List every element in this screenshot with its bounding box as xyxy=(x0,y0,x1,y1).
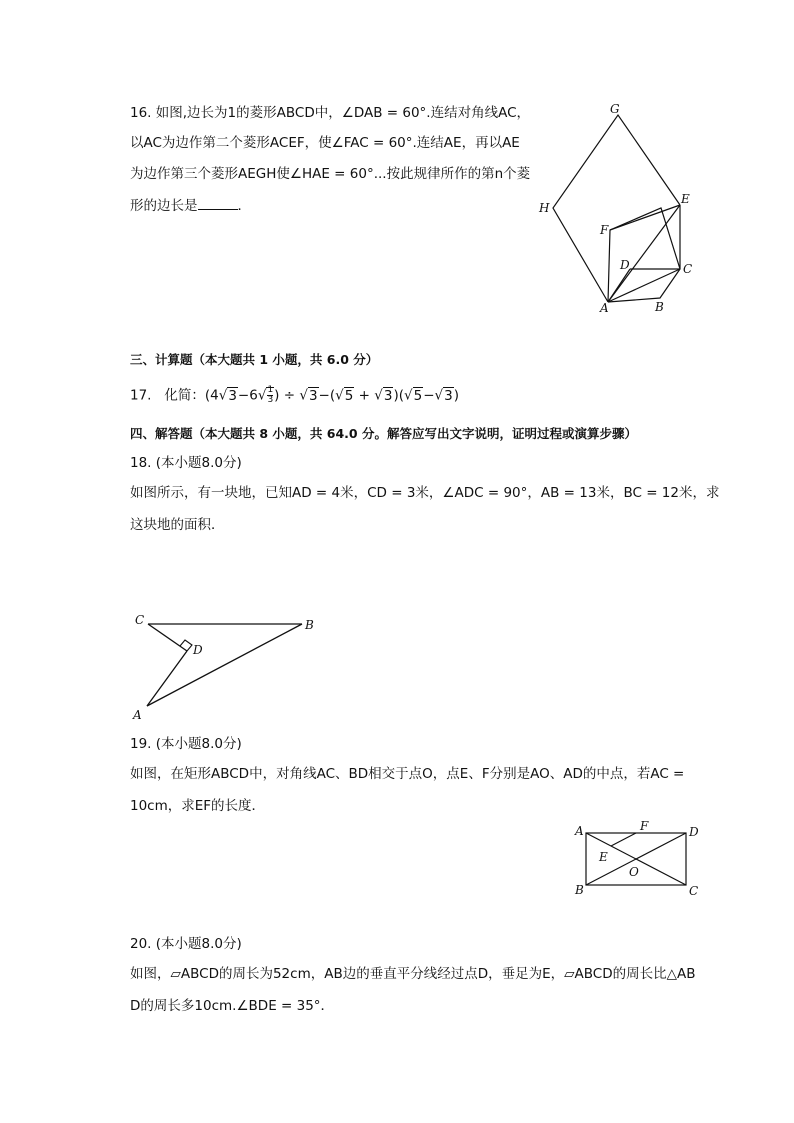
label-D: D xyxy=(620,258,630,272)
q18-head: 18. (本小题8.0分) xyxy=(130,455,242,471)
label-D: D xyxy=(689,825,699,839)
label-C: C xyxy=(135,613,145,627)
label-B: B xyxy=(655,300,664,314)
q16-line4-end: ． xyxy=(237,198,251,214)
q17-rad-f: 3 xyxy=(444,387,453,404)
label-B: B xyxy=(575,883,584,897)
q17-minus-paren: −( xyxy=(318,387,336,404)
q17-close: ) xyxy=(453,387,459,404)
label-A: A xyxy=(575,824,584,838)
q18-line1: 如图所示，有一块地，已知AD = 4米，CD = 3米，∠ADC = 90°，AB = 13米，BC = 12米，求 xyxy=(130,485,720,501)
q19-line2: 10cm，求EF的长度． xyxy=(130,798,266,814)
q17-rad-e: 5 xyxy=(413,387,423,404)
q17-expression: 17. 化简：(4√3−6√ $\frac{1}{3}$ ) ÷ √3−(√5 + √3)(√5−√3) xyxy=(130,385,459,405)
q20-head: 20. (本小题8.0分) xyxy=(130,936,242,952)
q17-rad-a: 3 xyxy=(228,387,237,404)
q16-line4 xyxy=(130,197,251,215)
q18-line2: 这块地的面积． xyxy=(130,517,225,533)
q17-fraction xyxy=(267,386,273,405)
label-G: G xyxy=(610,102,620,116)
q16-line2: 以AC为边作第二个菱形ACEF，使∠FAC = 60°.连结AE，再以AE xyxy=(130,135,520,151)
label-O: O xyxy=(629,865,639,879)
q17-frac-den: 3 xyxy=(267,395,274,405)
q17-minus6: −6 xyxy=(237,387,258,404)
q17-minus: − xyxy=(423,387,435,404)
q17-lead: 化简：(4 xyxy=(164,387,219,404)
label-F: F xyxy=(640,819,649,833)
q17-rad-b: 3 xyxy=(308,387,318,404)
q16-line1: 16. 如图,边长为1的菱形ABCD中，∠DAB = 60°.连结对角线AC， xyxy=(130,105,531,121)
q19-head: 19. (本小题8.0分) xyxy=(130,736,242,752)
q16-line3: 为边作第三个菱形AEGH使∠HAE = 60°...按此规律所作的第n个菱 xyxy=(130,166,531,182)
label-D: D xyxy=(193,643,203,657)
section-4-heading: 四、解答题（本大题共 8 小题，共 64.0 分。解答应写出文字说明，证明过程或演算步骤） xyxy=(130,426,637,441)
rhombus-figure xyxy=(530,100,730,320)
q17-rad-c: 5 xyxy=(344,387,354,404)
label-A: A xyxy=(600,301,609,315)
label-E: E xyxy=(599,850,608,864)
q17-number: 17. xyxy=(130,387,152,404)
q20-line2: D的周长多10cm.∠BDE = 35°． xyxy=(130,998,335,1014)
q17-div: ) ÷ xyxy=(274,387,300,404)
label-B: B xyxy=(305,618,314,632)
label-H: H xyxy=(539,201,550,215)
label-C: C xyxy=(683,262,693,276)
answer-blank xyxy=(198,197,238,210)
rectangle-figure xyxy=(570,818,710,898)
q17-paren-mid: )( xyxy=(393,387,404,404)
q17-frac-num: 1 xyxy=(267,385,274,395)
q17-plus: + xyxy=(354,387,375,404)
label-C: C xyxy=(689,884,699,898)
label-E: E xyxy=(681,192,690,206)
quadrilateral-figure xyxy=(130,610,330,720)
q20-line1: 如图，▱ABCD的周长为52cm，AB边的垂直平分线经过点D，垂足为E，▱ABCD的周长比△AB xyxy=(130,966,696,982)
label-F: F xyxy=(600,223,609,237)
section-3-heading: 三、计算题（本大题共 1 小题，共 6.0 分） xyxy=(130,352,379,367)
label-A: A xyxy=(133,708,142,722)
q16-line4-text: 形的边长是 xyxy=(130,198,198,214)
q17-rad-d: 3 xyxy=(383,387,393,404)
q19-line1: 如图，在矩形ABCD中，对角线AC、BD相交于点O，点E、F分别是AO、AD的中点，若AC = xyxy=(130,766,685,782)
